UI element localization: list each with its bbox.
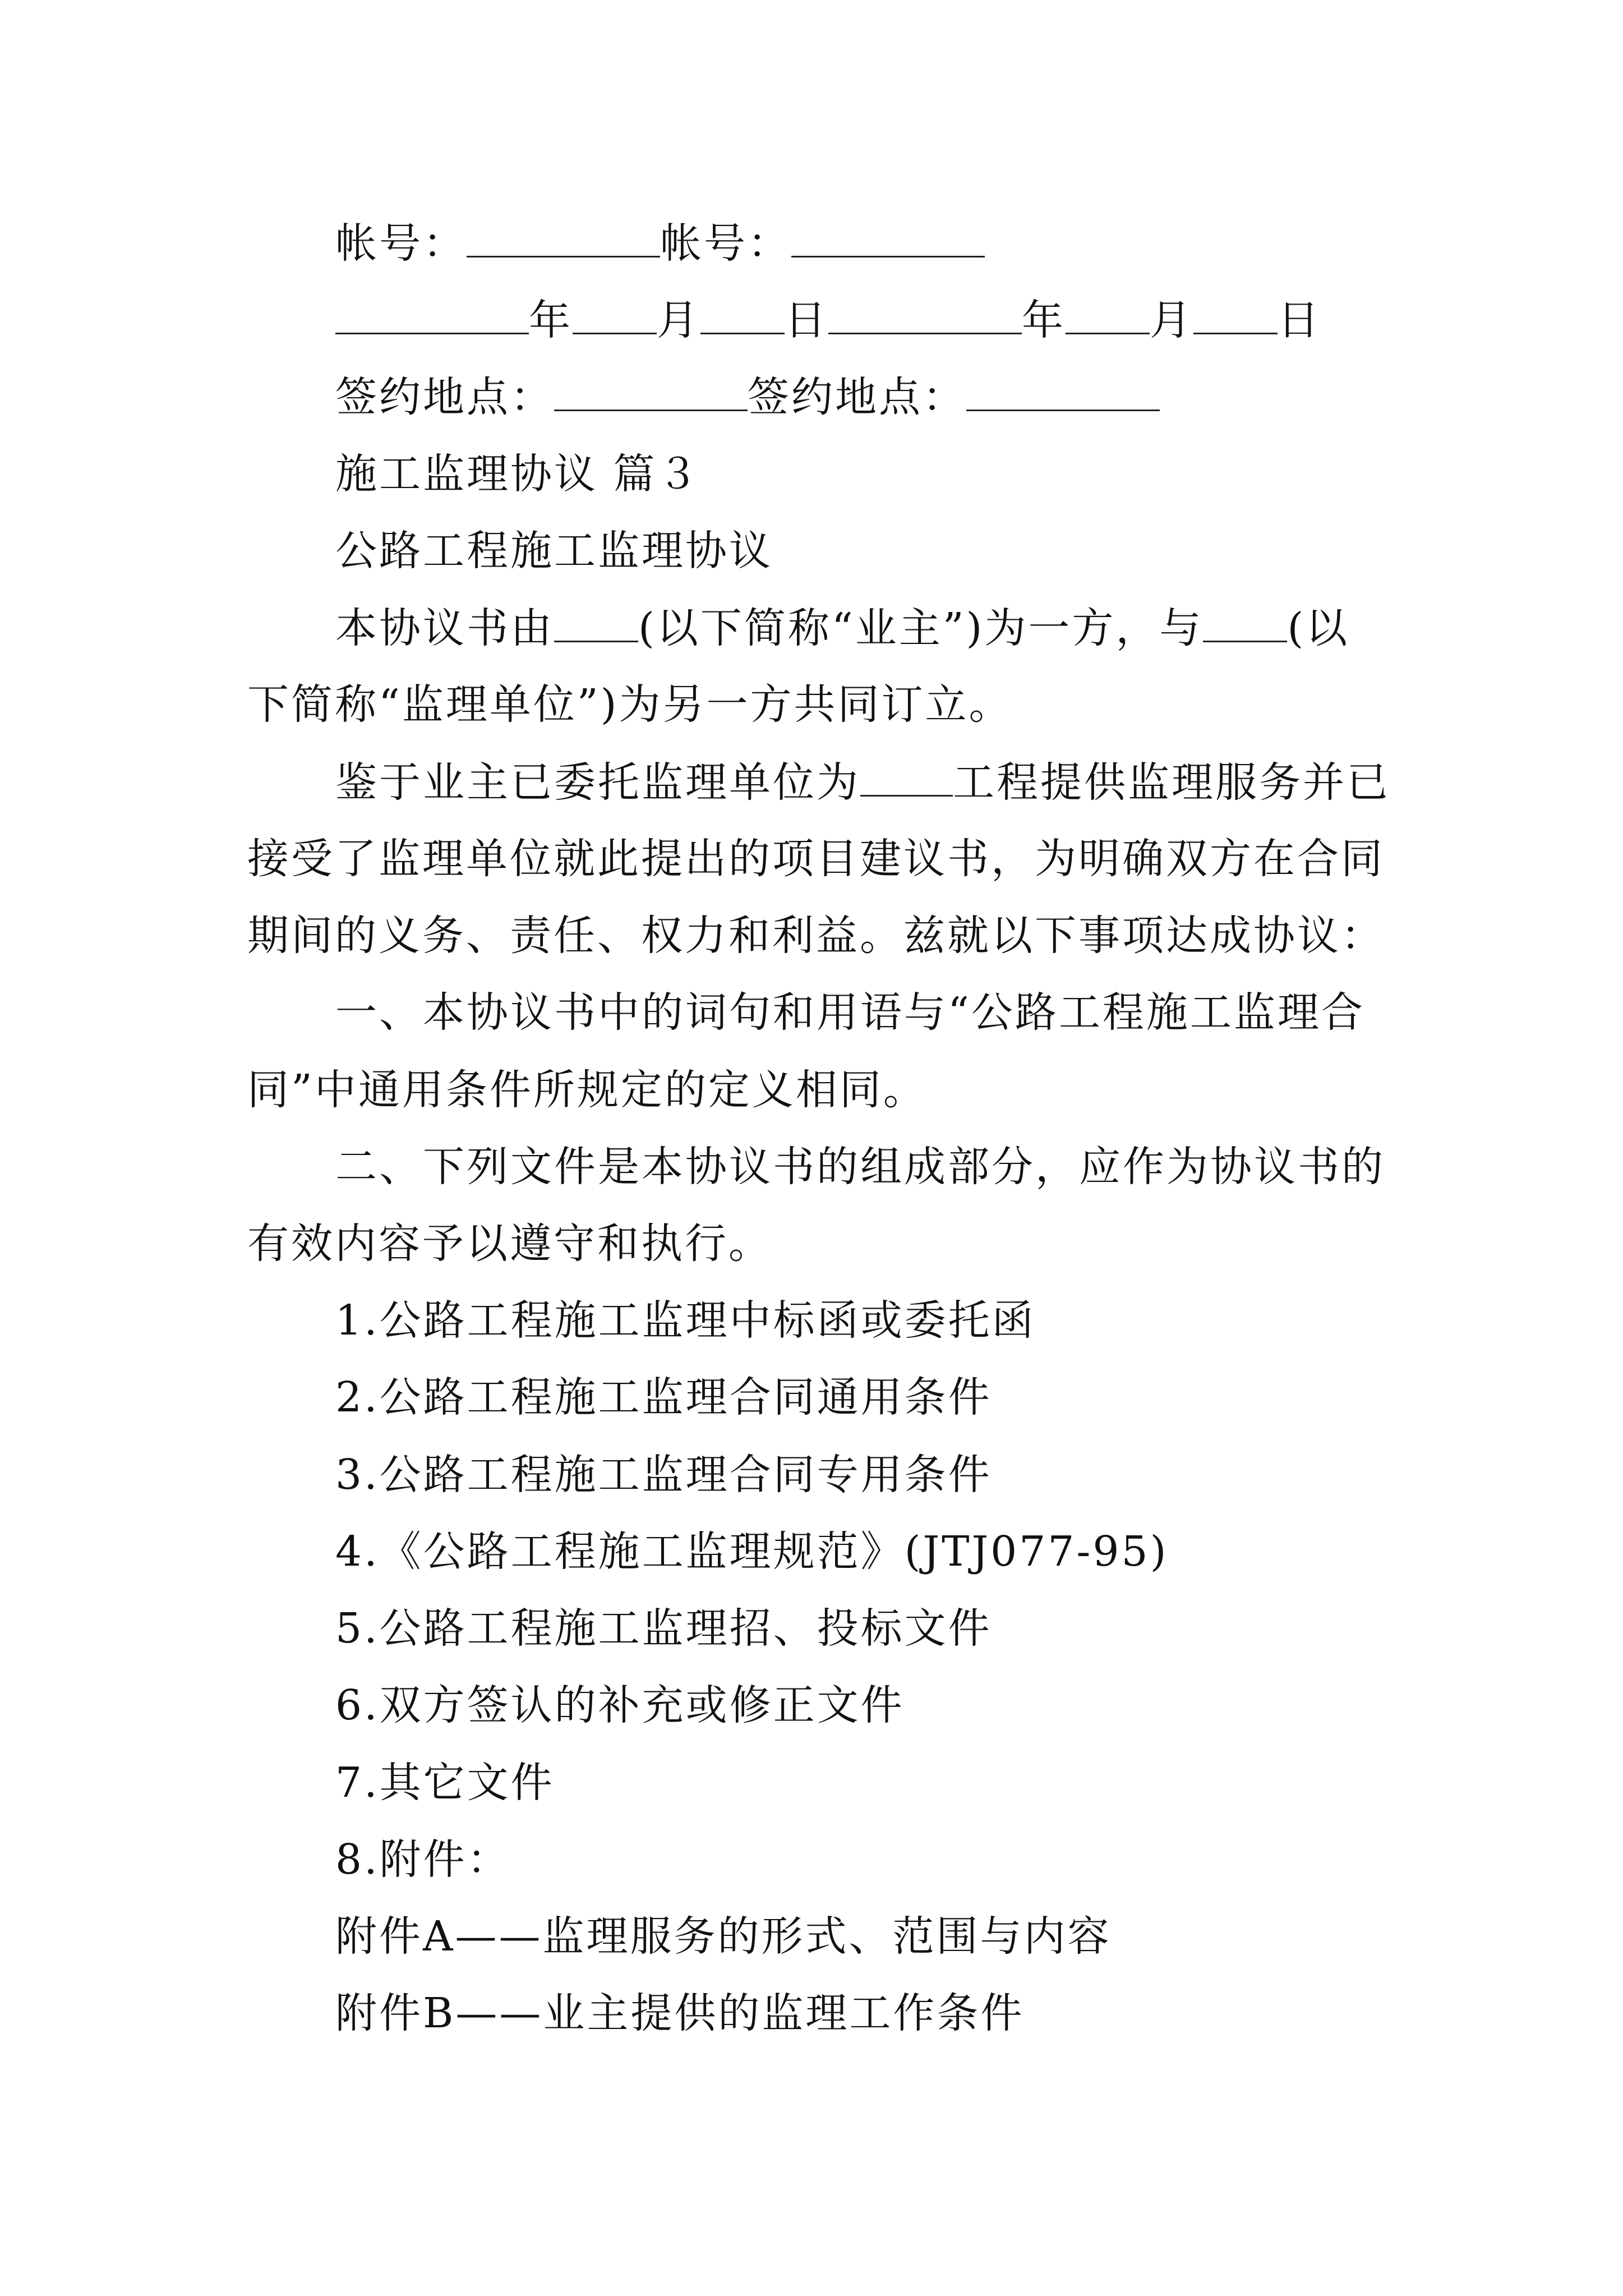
place-blank-party-a	[554, 376, 748, 411]
account-label-party-b: 帐号：	[660, 219, 791, 268]
account-line	[335, 219, 985, 268]
place-label-party-a: 签约地点：	[335, 373, 554, 421]
attachment-item: 附件A——监理服务的形式、范围与内容	[335, 1912, 1112, 1961]
year-label-party-a: 年	[529, 296, 573, 344]
year-label-party-b: 年	[1022, 296, 1066, 344]
date-line	[335, 296, 1321, 344]
list-item: 4.《公路工程施工监理规范》(JTJ077-95)	[335, 1527, 1169, 1576]
account-blank-party-a	[467, 222, 660, 257]
paragraph-2-line-1	[335, 758, 1390, 807]
paragraph-1-text-b: (以下简称“业主”)为一方，与	[638, 604, 1204, 652]
supervisor-name-blank	[1203, 607, 1287, 642]
day-label-party-a: 日	[785, 296, 828, 344]
paragraph-2-text-b: 工程提供监理服务并已	[953, 758, 1390, 807]
year-blank-party-a	[335, 299, 529, 334]
list-item: 7.其它文件	[335, 1759, 555, 1807]
paragraph-1-line-1	[335, 604, 1350, 652]
list-item: 1.公路工程施工监理中标函或委托函	[335, 1296, 1036, 1345]
owner-name-blank	[554, 607, 638, 642]
day-blank-party-b	[1193, 299, 1278, 334]
day-blank-party-a	[700, 299, 785, 334]
month-label-party-a: 月	[657, 296, 700, 344]
attachment-item: 附件B——业主提供的监理工作条件	[335, 1989, 1025, 2037]
project-name-blank	[860, 761, 953, 797]
list-item: 5.公路工程施工监理招、投标文件	[335, 1604, 992, 1653]
place-label-party-b: 签约地点：	[748, 373, 966, 421]
month-label-party-b: 月	[1150, 296, 1193, 344]
year-blank-party-b	[828, 299, 1022, 334]
signing-place-line	[335, 373, 1160, 421]
paragraph-1-text-c: (以	[1287, 604, 1350, 652]
list-item: 6.双方签认的补充或修正文件	[335, 1681, 905, 1729]
paragraph-2-line-2: 接受了监理单位就此提出的项目建议书，为明确双方在合同	[247, 835, 1385, 883]
account-label-party-a: 帐号：	[335, 219, 467, 268]
section-heading: 施工监理协议 篇３	[335, 450, 701, 498]
month-blank-party-a	[573, 299, 657, 334]
day-label-party-b: 日	[1278, 296, 1321, 344]
document-title: 公路工程施工监理协议	[335, 527, 773, 575]
paragraph-2-text-a: 鉴于业主已委托监理单位为	[335, 758, 860, 807]
paragraph-1-text-a: 本协议书由	[335, 604, 554, 652]
place-blank-party-b	[966, 376, 1160, 411]
list-item: 8.附件：	[335, 1835, 511, 1884]
list-item: 3.公路工程施工监理合同专用条件	[335, 1451, 992, 1499]
paragraph-1-line-2: 下简称“监理单位”)为另一方共同订立。	[247, 680, 1013, 729]
paragraph-4-line-1: 二、下列文件是本协议书的组成部分，应作为协议书的	[335, 1143, 1385, 1191]
account-blank-party-b	[791, 222, 985, 257]
month-blank-party-b	[1066, 299, 1150, 334]
list-item: 2.公路工程施工监理合同通用条件	[335, 1373, 992, 1421]
paragraph-3-line-1: 一、本协议书中的词句和用语与“公路工程施工监理合	[335, 988, 1365, 1037]
paragraph-4-line-2: 有效内容予以遵守和执行。	[247, 1220, 772, 1268]
paragraph-3-line-2: 同”中通用条件所规定的定义相同。	[247, 1066, 927, 1114]
paragraph-2-line-3: 期间的义务、责任、权力和利益。兹就以下事项达成协议：	[247, 912, 1385, 960]
